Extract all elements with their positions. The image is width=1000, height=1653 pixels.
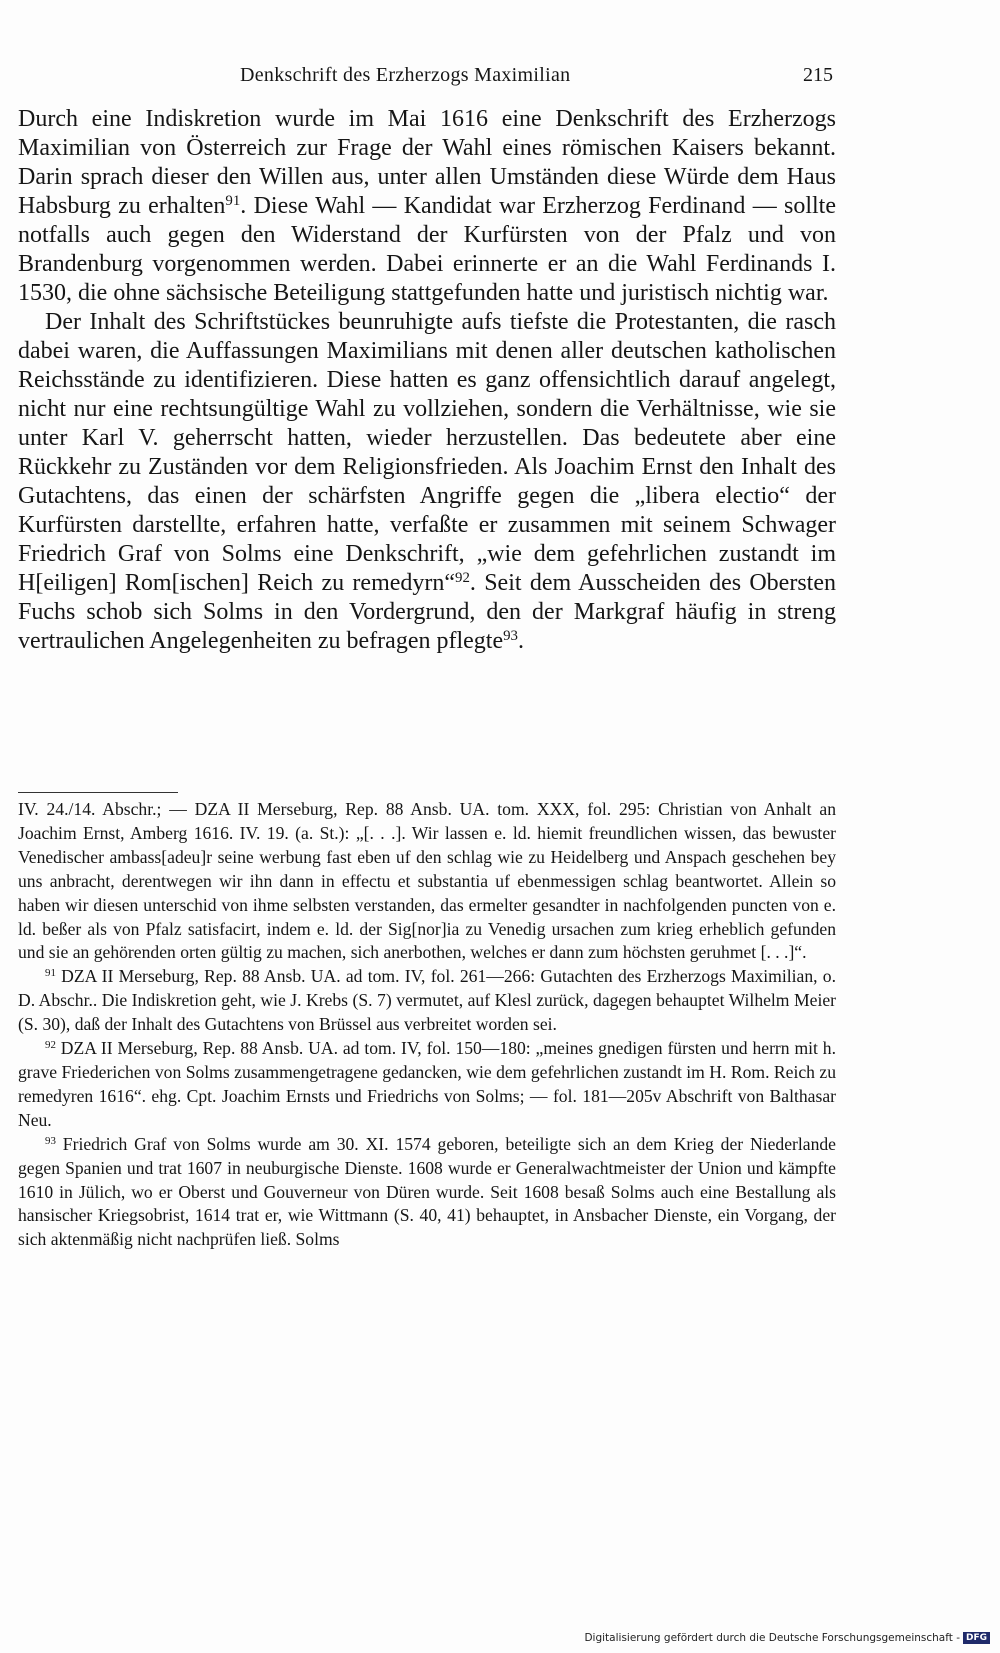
paragraph-1-text-a: Durch eine Indiskretion wurde im Mai 1616 eine Denkschrift des Erzherzogs Maximilian von Österreich zur Frage der Wahl eines römischen Kaisers bekannt. Darin sprach dieser den Willen aus, unter allen Umständen diese Würde dem Haus Habsburg zu erhalten (18, 106, 836, 219)
footnote-ref-93: 93 (503, 627, 518, 644)
paragraph-2-text-b: . Seit dem Ausscheiden des Obersten Fuchs schob sich Solms in den Vordergrund, den der Markgraf häufig in streng vertraulichen Angelegenheiten zu befragen pflegte (18, 570, 836, 654)
footnote-93-text: Friedrich Graf von Solms wurde am 30. XI. 1574 geboren, beteiligte sich an dem Krieg der Niederlande gegen Spanien und trat 1607 in neuburgische Dienste. 1608 wurde er Generalwachtmeister der Union und kämpfte 1610 in Jülich, wo er Oberst und Gouverneur von Düren wurde. Seit 1608 besaß Solms auch eine Bestallung als hansischer Kriegsobrist, 1614 trat er, wie Wittmann (S. 40, 41) behauptet, in Ansbacher Dienste, ein Vorgang, der sich aktenmäßig nicht nachprüfen ließ. Solms (18, 1133, 836, 1250)
footnotes (18, 798, 836, 1252)
paragraph-1-text-b: . Diese Wahl — Kandidat war Erzherzog Ferdinand — sollte notfalls auch gegen den Widerstand der Kurfürsten von der Pfalz und von Brandenburg vorgenommen werden. Dabei erinnerte er an die Wahl Ferdinands I. 1530, die ohne sächsische Beteiligung stattgefunden hatte und juristisch nichtig war. (18, 193, 836, 306)
digitization-footer (584, 1632, 990, 1644)
footnote-92 (18, 1037, 836, 1133)
paragraph-1 (18, 105, 836, 308)
footnote-93 (18, 1133, 836, 1253)
footnote-separator (18, 792, 178, 793)
main-text (18, 105, 836, 656)
footnote-92-text: DZA II Merseburg, Rep. 88 Ansb. UA. ad tom. IV, fol. 150—180: „meines gnedigen fürsten und herrn mit h. grave Friederichen von Solms zusammengetragene gedancken, wie dem gefehrlichen zustandt im H. Rom. Reich zu remedyren 1616“. ehg. Cpt. Joachim Ernsts und Friedrichs von Solms; — fol. 181—205v Abschrift von Balthasar Neu. (18, 1038, 836, 1130)
footer-credit: Digitalisierung gefördert durch die Deutsche Forschungsgemeinschaft - (584, 1632, 960, 1644)
footnote-93-number: 93 (45, 1134, 56, 1147)
dfg-logo-icon: DFG (963, 1632, 990, 1644)
footnote-ref-91: 91 (225, 192, 241, 209)
footnote-91-text: DZA II Merseburg, Rep. 88 Ansb. UA. ad tom. IV, fol. 261—266: Gutachten des Erzherzogs Maximilian, o. D. Abschr.. Die Indiskretion geht, wie J. Krebs (S. 7) vermutet, auf Klesl zurück, dagegen behauptet Wilhelm Meier (S. 30), daß der Inhalt des Gutachtens von Brüssel aus verbreitet worden sei. (18, 966, 836, 1035)
footnote-91 (18, 965, 836, 1037)
running-header-title: Denkschrift des Erzherzogs Maximilian (240, 64, 571, 86)
footnote-92-number: 92 (45, 1039, 56, 1052)
footnote-91-number: 91 (45, 967, 56, 980)
paragraph-2-text-a: Der Inhalt des Schriftstückes beunruhigte aufs tiefste die Protestanten, die rasch dabei waren, die Auffassungen Maximilians mit denen aller deutschen katholischen Reichsstände zu identifizieren. Diese hatten es ganz offensichtlich darauf angelegt, nicht nur eine rechtsungültige Wahl zu vollziehen, sondern die Verhältnisse, wie sie unter Karl V. geherrscht hatten, wieder herzustellen. Das bedeutete aber eine Rückkehr zu Zuständen vor dem Religionsfrieden. Als Joachim Ernst den Inhalt des Gutachtens, das einen der schärfsten Angriffe gegen die „libera electio“ der Kurfürsten darstellte, erfahren hatte, verfaßte er zusammen mit seinem Schwager Friedrich Graf von Solms eine Denkschrift, „wie dem gefehrlichen zustandt im H[eiligen] Rom[ischen] Reich zu remedyrn“ (18, 309, 836, 596)
paragraph-2-text-c: . (517, 628, 524, 654)
page-number: 215 (803, 64, 833, 86)
paragraph-2 (18, 308, 836, 656)
footnote-continuation: IV. 24./14. Abschr.; — DZA II Merseburg, Rep. 88 Ansb. UA. tom. XXX, fol. 295: Christian von Anhalt an Joachim Ernst, Amberg 1616. IV. 19. (a. St.): „[. . .]. Wir lassen e. ld. hiemit freundlichen wissen, das bewuster Venedischer ambass[adeu]r seine werbung fast eben uf den schlag wie zu Heidelberg und Anspach geschehen bey uns anbracht, derentwegen wir ihn dann in effectu et substantia uf ebenmessigen schlag beantwortet. Allein so haben wir diesen unterschid von ihme selbsten verstanden, das ermelter gesandter in nachfolgenden puncten von e. ld. beßer als von Pfalz satisfacirt, indem e. ld. der Sig[nor]ia zu Venedig ursachen zum krieg erheblich gefunden und sie an gehörenden orten gültig zu machen, sich anerbothen, welches er dann zum höchsten geruhmet [. . .]“. (18, 799, 836, 963)
footnote-ref-92: 92 (455, 569, 470, 586)
